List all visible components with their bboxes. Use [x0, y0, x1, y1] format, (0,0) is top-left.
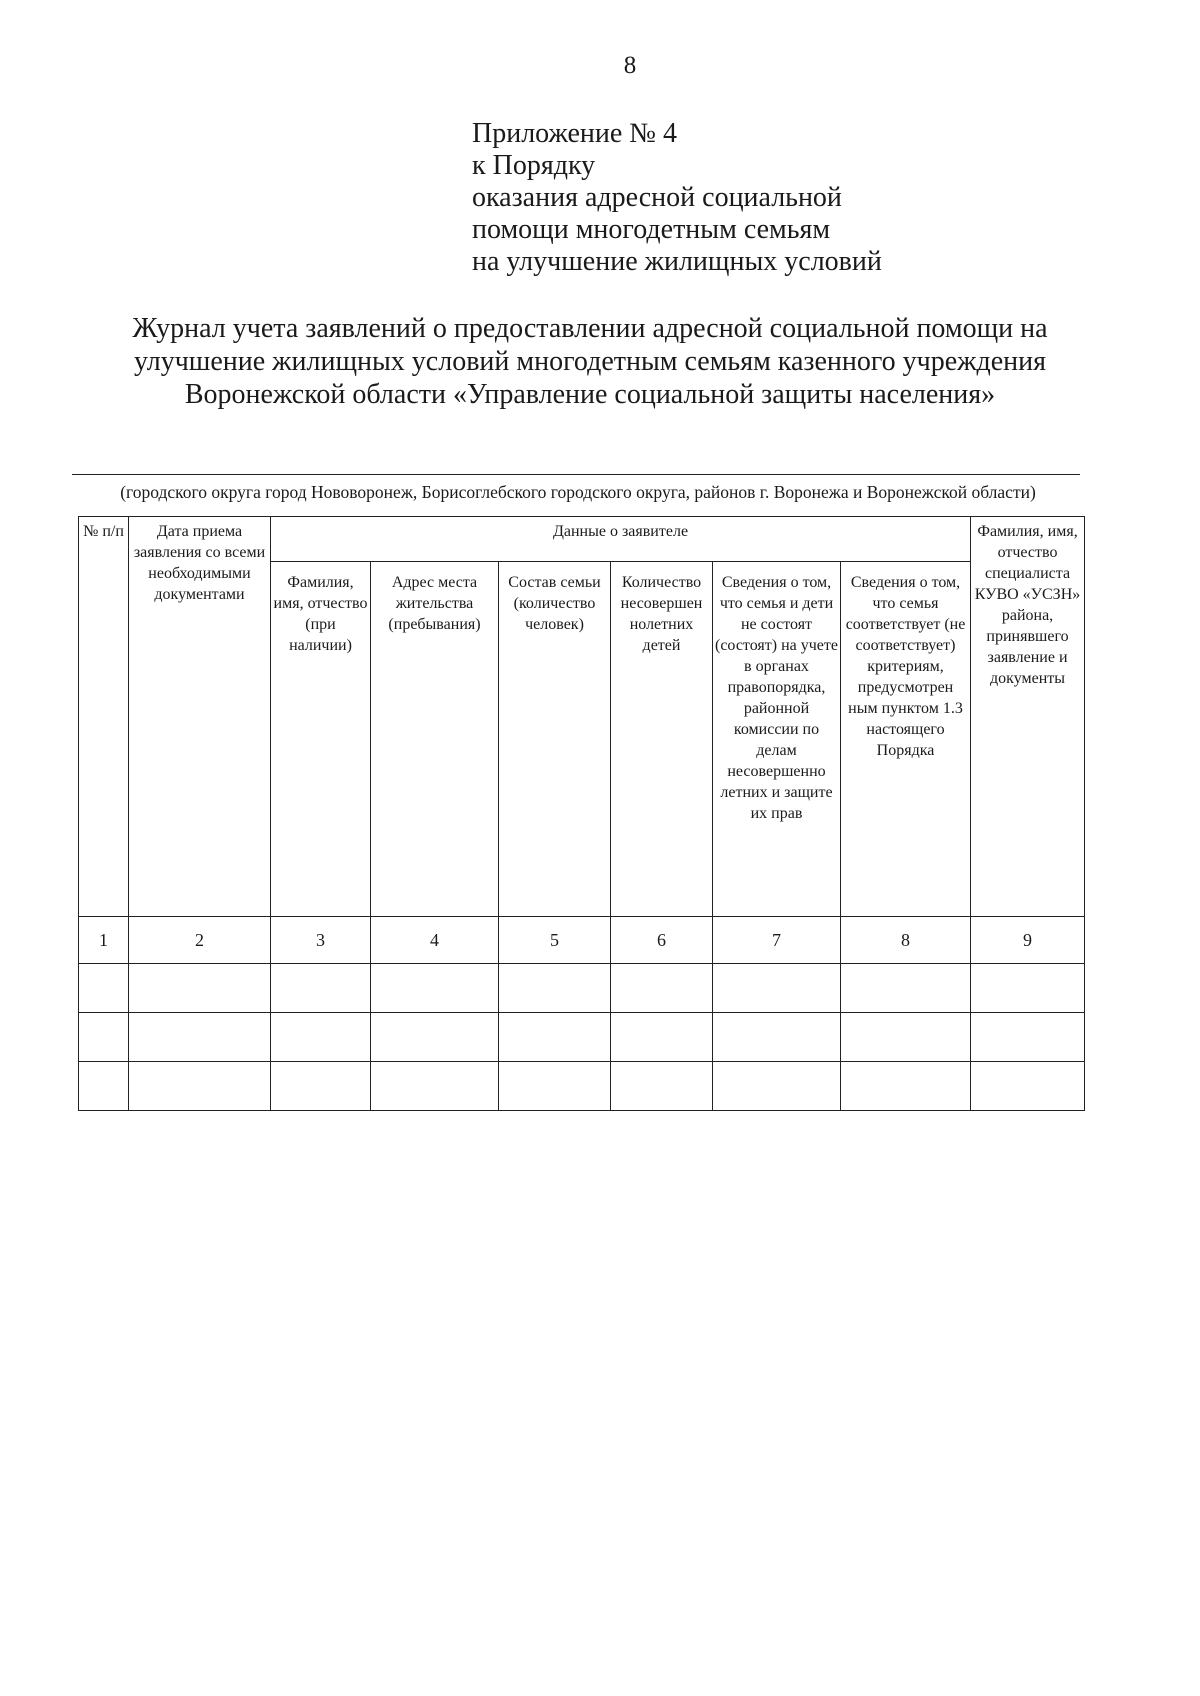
district-note: (городского округа город Нововоронеж, Борисоглебского городского округа, районов г. Воронежа и Воронежской области)	[120, 482, 1036, 502]
table-cell	[971, 1062, 1085, 1111]
column-number: 5	[499, 917, 611, 964]
header-cell-specialist: Фамилия, имя, отчество специалиста КУВО «УСЗН» района, принявшего заявление и документы	[971, 517, 1085, 917]
appendix-block	[472, 118, 882, 278]
table-cell	[129, 964, 271, 1013]
column-number: 9	[971, 917, 1085, 964]
appendix-line: Приложение № 4	[472, 118, 677, 149]
header-cell-family-size: Состав семьи (количество человек)	[499, 562, 611, 917]
table-cell	[79, 964, 129, 1013]
table-cell	[129, 1062, 271, 1111]
table-cell	[271, 1013, 371, 1062]
table-cell	[371, 964, 499, 1013]
table-cell	[499, 1062, 611, 1111]
header-cell-registry-info: Сведения о том, что семья и дети не состоят (состоят) на учете в органах правопорядка, районной комиссии по делам несовершенно летних и защите их прав	[713, 562, 841, 917]
table-cell	[79, 1013, 129, 1062]
table-cell	[971, 1013, 1085, 1062]
header-cell-criteria-info: Сведения о том, что семья соответствует (не соответствует) критериям, предусмотрен ным пунктом 1.3 настоящего Порядка	[841, 562, 971, 917]
table-cell	[271, 1062, 371, 1111]
table-cell	[129, 1013, 271, 1062]
header-cell-date: Дата приема заявления со всеми необходимыми документами	[129, 517, 271, 917]
table-cell	[611, 1062, 713, 1111]
table-cell	[841, 1013, 971, 1062]
journal-title-line: Воронежской области «Управление социальной защиты населения»	[184, 379, 996, 410]
journal-table	[78, 516, 1085, 1111]
table-row	[79, 1062, 1085, 1111]
journal-title-line: улучшение жилищных условий многодетным семьям казенного учреждения	[133, 346, 1047, 377]
column-number: 2	[129, 917, 271, 964]
column-number: 8	[841, 917, 971, 964]
table-cell	[499, 1013, 611, 1062]
header-cell-children-count: Количество несовершен нолетних детей	[611, 562, 713, 917]
column-number: 6	[611, 917, 713, 964]
page-number: 8	[623, 52, 637, 79]
table-cell	[841, 1062, 971, 1111]
table-cell	[713, 1013, 841, 1062]
appendix-line: помощи многодетным семьям	[472, 214, 831, 245]
appendix-line: на улучшение жилищных условий	[472, 246, 882, 277]
table-cell	[713, 964, 841, 1013]
header-cell-applicant-group: Данные о заявителе	[271, 517, 971, 562]
table-cell	[271, 964, 371, 1013]
header-cell-full-name: Фамилия, имя, отчество (при наличии)	[271, 562, 371, 917]
institution-underline	[72, 474, 1080, 475]
table-cell	[841, 964, 971, 1013]
table-header-row	[79, 517, 1085, 562]
table-cell	[499, 964, 611, 1013]
table-cell	[611, 1013, 713, 1062]
column-number: 1	[79, 917, 129, 964]
column-number: 7	[713, 917, 841, 964]
header-cell-number: № п/п	[79, 517, 129, 917]
appendix-line: к Порядку	[472, 150, 596, 181]
table-cell	[971, 964, 1085, 1013]
table-cell	[713, 1062, 841, 1111]
appendix-line: оказания адресной социальной	[472, 182, 842, 213]
table-cell	[371, 1062, 499, 1111]
table-cell	[371, 1013, 499, 1062]
table-cell	[611, 964, 713, 1013]
header-cell-address: Адрес места жительства (пребывания)	[371, 562, 499, 917]
table-row	[79, 1013, 1085, 1062]
table-cell	[79, 1062, 129, 1111]
journal-title-line: Журнал учета заявлений о предоставлении адресной социальной помощи на	[132, 313, 1048, 344]
column-number: 3	[271, 917, 371, 964]
column-number: 4	[371, 917, 499, 964]
table-row	[79, 964, 1085, 1013]
journal-title	[110, 312, 1070, 411]
column-number-row	[79, 917, 1085, 964]
